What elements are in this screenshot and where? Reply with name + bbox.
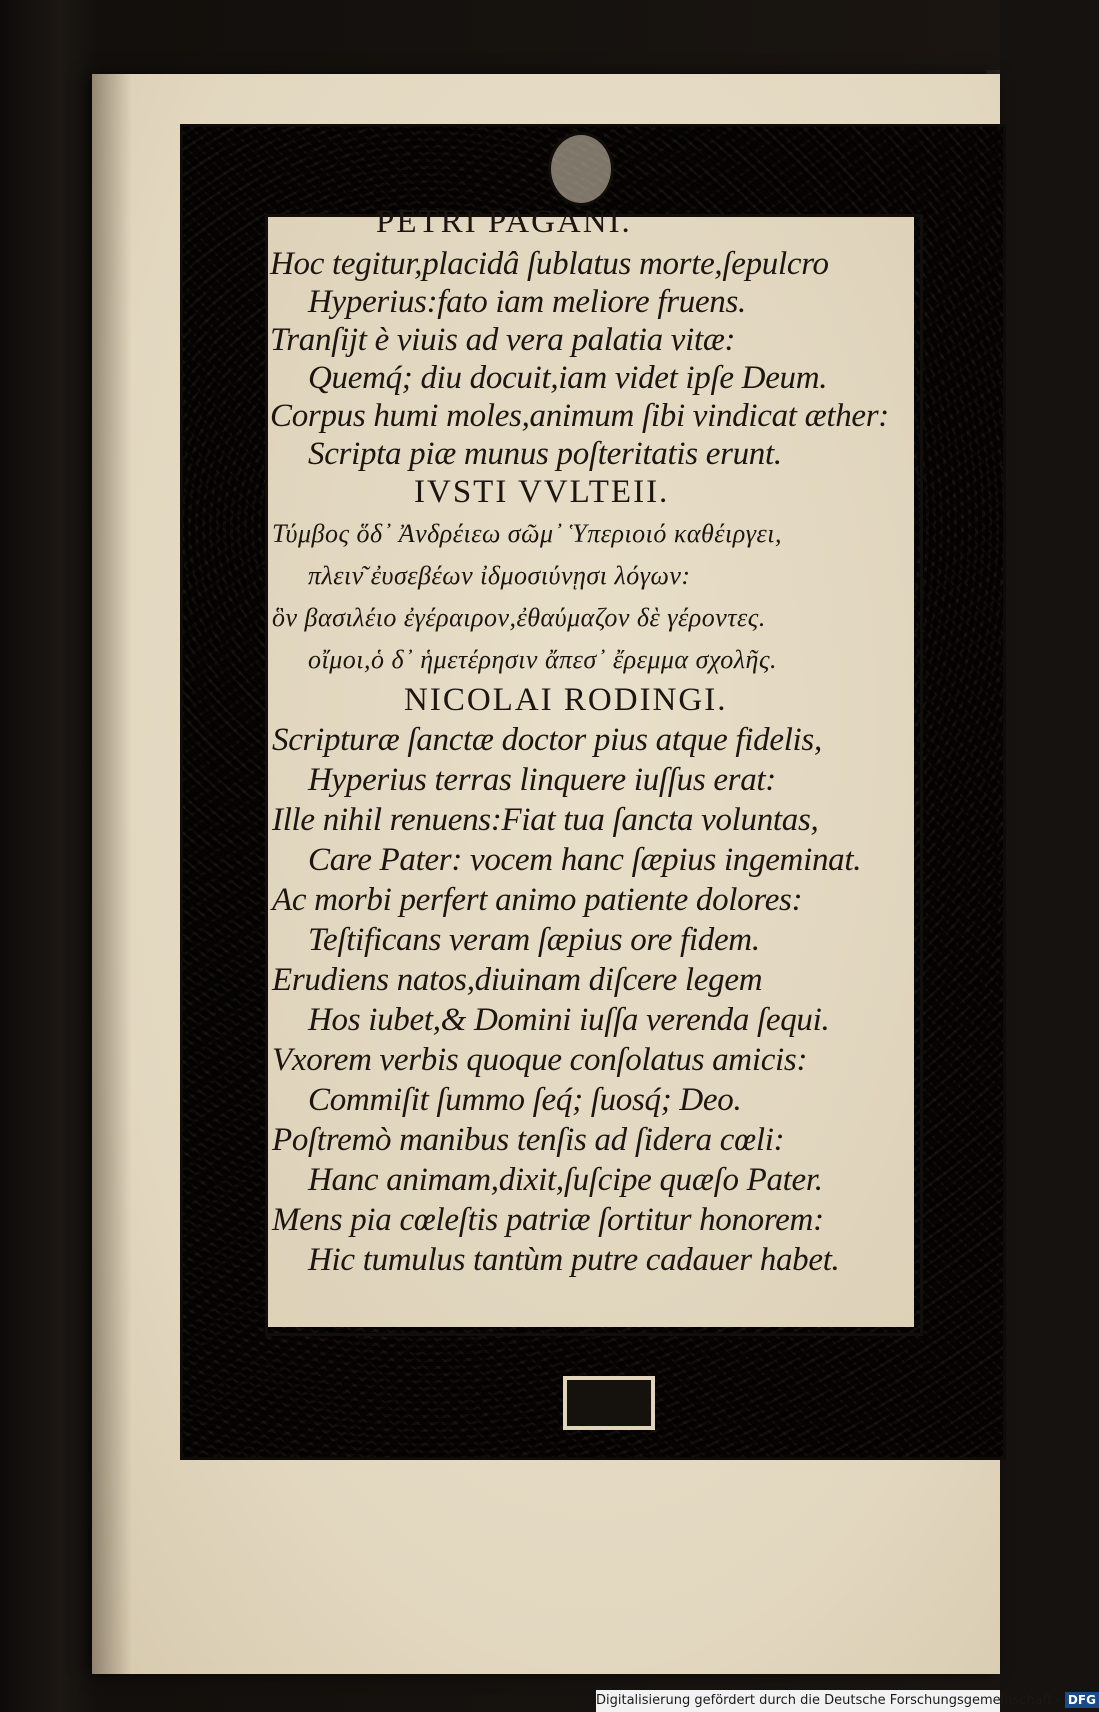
verse-line: Hos iubet,& Domini iuſſa verenda ſequi.: [308, 1002, 830, 1038]
woodcut-mask-ornament: [548, 132, 614, 206]
verse-line: Vxorem verbis quoque conſolatus amicis:: [272, 1042, 808, 1078]
verse-line: Mens pia cœleſtis patriæ ſortitur honorem:: [272, 1202, 824, 1238]
footer-text: Digitalisierung gefördert durch die Deutsche Forschungsgemeinschaft -: [596, 1693, 1061, 1708]
verse-line: Τύμβος ὅδ᾽ Ἀνδρέιεω σῶμ᾽ Ὑπεριοιό καθέιργει,: [272, 519, 782, 548]
verse-line: Hanc animam,dixit,ſuſcipe quæſo Pater.: [308, 1162, 823, 1198]
verse-line: πλειν͂ ἐυσεβέων ἰδμοσιύνῃσι λόγων:: [308, 561, 691, 590]
verse-line: Scripta piæ munus poſteritatis erunt.: [308, 436, 782, 472]
verse-line: ὃν βασιλέιο ἐγέραιρον,ἐθαύμαζον δὲ γέροντες.: [272, 603, 766, 632]
verse-line: οἴμοι,ὁ δ᾽ ἡμετέρησιν ἄπεσ᾽ ἔρεμμα σχολῆς.: [308, 645, 777, 674]
poem-heading: IVSTI VVLTEII.: [414, 474, 670, 510]
verse-line: Scripturæ ſanctæ doctor pius atque fidelis,: [272, 722, 822, 758]
verse-line: Quemq́; diu docuit,iam videt ipſe Deum.: [308, 360, 828, 396]
verse-line: Hic tumulus tantùm putre cadauer habet.: [308, 1242, 840, 1278]
verse-line: Commiſit ſummo ſeq́; ſuosq́; Deo.: [308, 1082, 742, 1118]
woodcut-cartouche-ornament: [563, 1376, 655, 1430]
dfg-logo: DFG: [1065, 1692, 1099, 1708]
verse-line: Hyperius terras linquere iuſſus erat:: [308, 762, 776, 798]
poem-heading: NICOLAI RODINGI.: [404, 682, 728, 718]
verse-line: Care Pater: vocem hanc ſæpius ingeminat.: [308, 842, 862, 878]
digitization-footer: [596, 1690, 1096, 1712]
verse-line: Tranſijt è viuis ad vera palatia vitæ:: [270, 322, 736, 358]
spine-shadow: [92, 74, 132, 1674]
verse-line: Ille nihil renuens:Fiat tua ſancta voluntas,: [272, 802, 819, 838]
verse-line: Corpus humi moles,animum ſibi vindicat æther:: [270, 398, 889, 434]
verse-line: Hoc tegitur,placidâ ſublatus morte,ſepulcro: [270, 246, 829, 282]
verse-line: Hyperius:fato iam meliore fruens.: [308, 284, 746, 320]
verse-line: Ac morbi perfert animo patiente dolores:: [272, 882, 803, 918]
poem-heading: PETRI PAGANI.: [376, 204, 632, 240]
verse-line: Teſtificans veram ſæpius ore fidem.: [308, 922, 760, 958]
verse-line: Erudiens natos,diuinam diſcere legem: [272, 962, 763, 998]
verse-line: Poſtremò manibus tenſis ad ſidera cœli:: [272, 1122, 785, 1158]
